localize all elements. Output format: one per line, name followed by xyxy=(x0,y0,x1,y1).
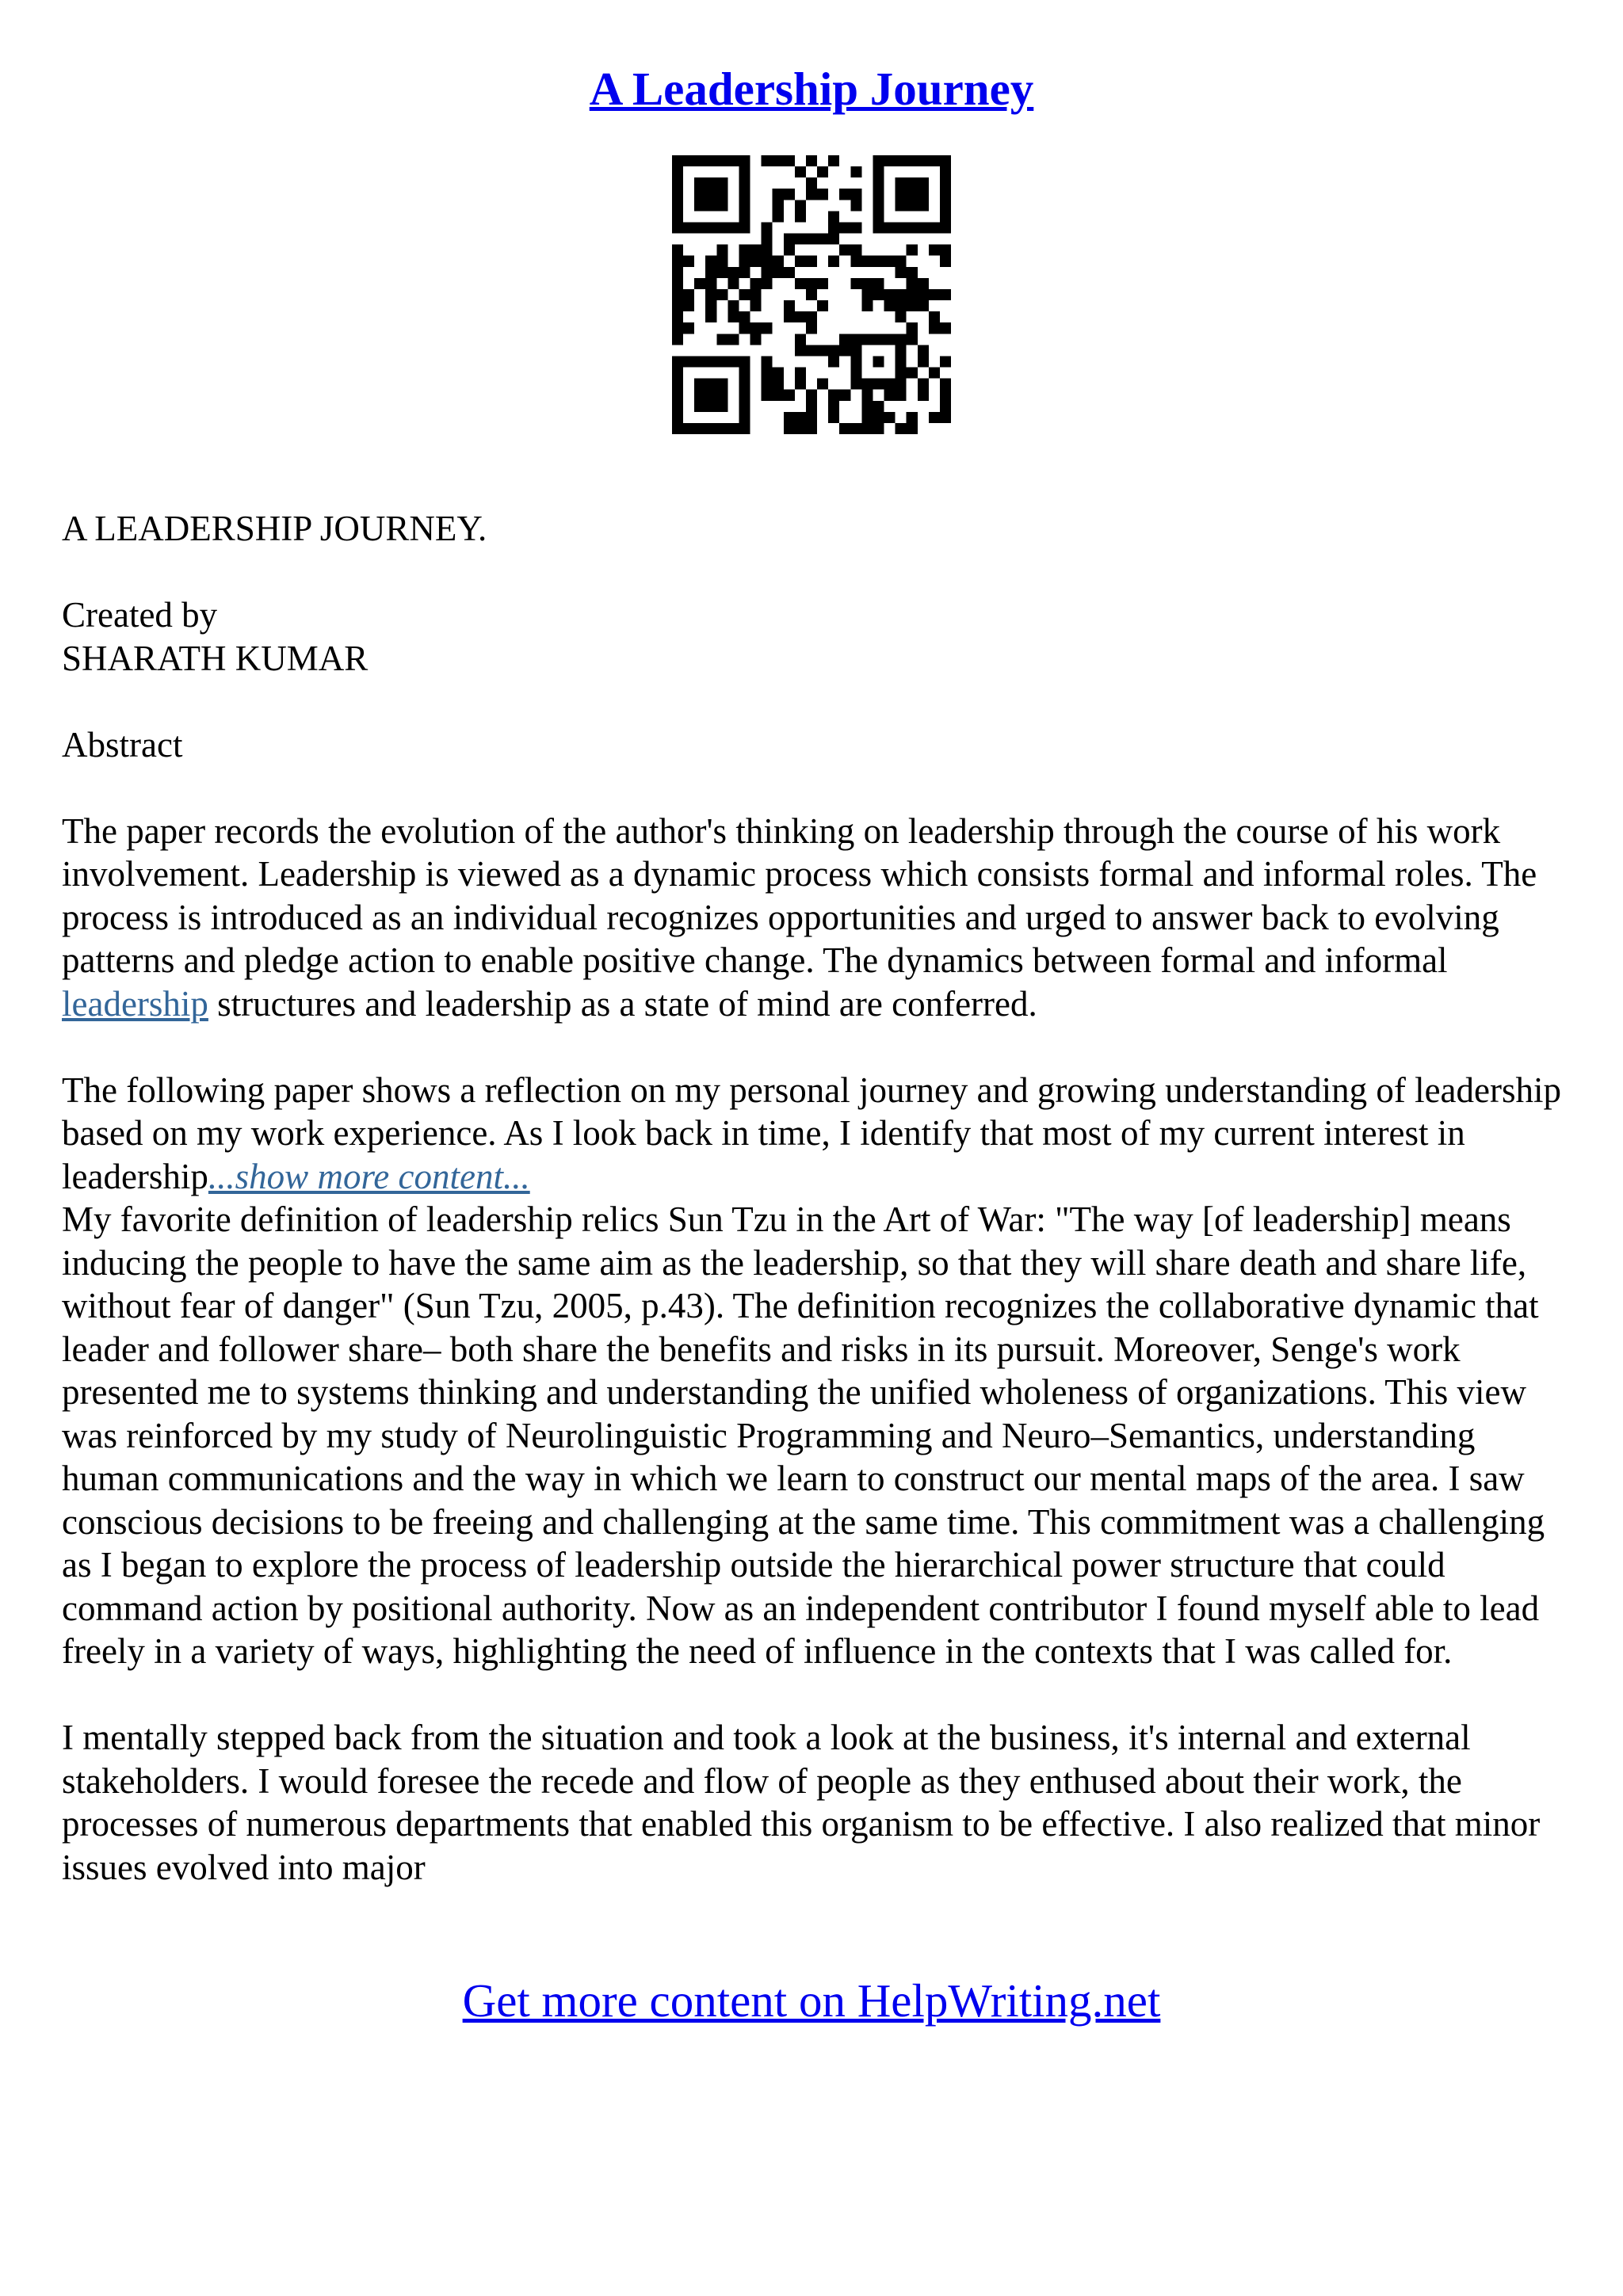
abstract-label: Abstract xyxy=(62,724,183,765)
abstract-text-start: The paper records the evolution of the author's thinking on leadership through the course of his work involvement. Leadership is viewed as a dynamic process which consists formal and informal roles. The process is introduced as an individual recognizes opportunities and urged to answer back to evolving patterns and pledge action to enable positive change. The dynamics between formal and informal xyxy=(62,810,1537,980)
abstract-paragraph xyxy=(62,810,1568,1026)
created-by-label: Created by xyxy=(62,595,218,635)
qr-code-image xyxy=(672,155,951,434)
footer-link[interactable]: Get more content on HelpWriting.net xyxy=(462,1974,1161,2027)
show-more-link[interactable]: ...show more content... xyxy=(208,1156,530,1196)
document-body xyxy=(62,507,1568,1889)
definition-paragraph: My favorite definition of leadership relics Sun Tzu in the Art of War: "The way [of leadership] means inducing the people to have the same aim as the leadership, so that they will share death and share life, without fear of danger" (Sun Tzu, 2005, p.43). The definition recognizes the collaborative dynamic that leader and follower share– both share the benefits and risks in its pursuit. Moreover, Senge's work presented me to systems thinking and understanding the unified wholeness of organizations. This view was reinforced by my study of Neurolinguistic Programming and Neuro–Semantics, understanding human communications and the way in which we learn to construct our mental maps of the area. I saw conscious decisions to be freeing and challenging at the same time. This commitment was a challenging as I began to explore the process of leadership outside the hierarchical power structure that could command action by positional authority. Now as an independent contributor I found myself able to lead freely in a variety of ways, highlighting the need of influence in the contexts that I was called for. xyxy=(62,1199,1545,1671)
leadership-link[interactable]: leadership xyxy=(62,983,208,1024)
author-name: SHARATH KUMAR xyxy=(62,638,369,678)
reflection-text: The following paper shows a reflection on my personal journey and growing understanding of leadership based on my work experience. As I look back in time, I identify that most of my current interest in leadership xyxy=(62,1070,1561,1196)
qr-code-icon xyxy=(672,155,951,434)
document-heading: A LEADERSHIP JOURNEY. xyxy=(62,509,487,548)
reflection-paragraph xyxy=(62,1069,1568,1199)
title-link[interactable]: A Leadership Journey xyxy=(589,63,1034,115)
business-paragraph: I mentally stepped back from the situation and took a look at the business, it's internal and external stakeholders. I would foresee the recede and flow of people as they enthused about their work, the processes of numerous departments that enabled this organism to be effective. I also realized that minor issues evolved into major xyxy=(62,1718,1541,1887)
abstract-text-end: structures and leadership as a state of mind are conferred. xyxy=(208,983,1037,1024)
document-title xyxy=(0,57,1623,120)
footer xyxy=(0,1969,1623,2032)
